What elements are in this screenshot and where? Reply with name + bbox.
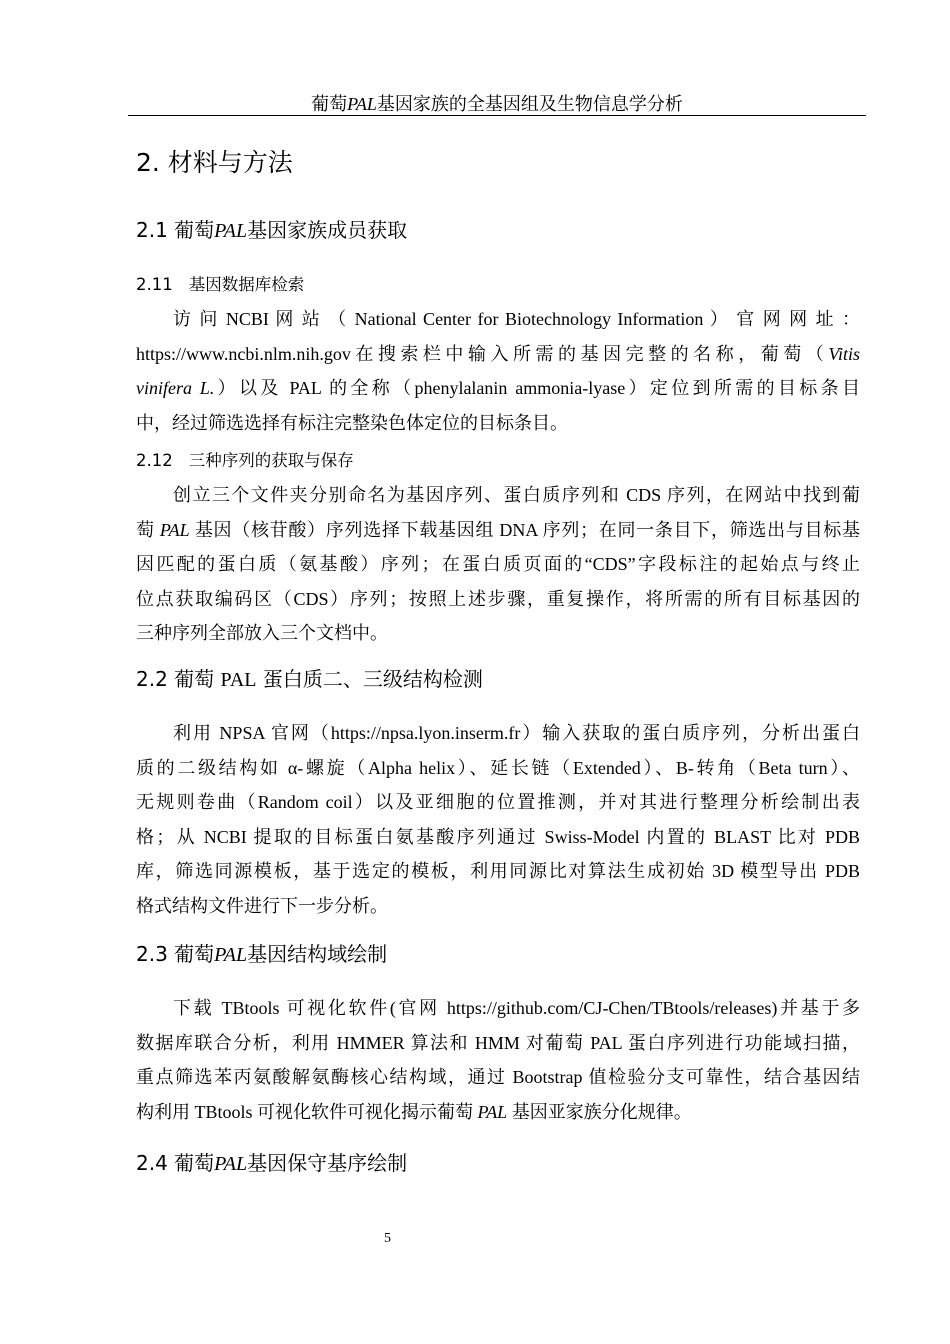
paragraph-line: 利用 NPSA 官网（https://npsa.lyon.inserm.fr）输入获取的蛋白质序列，分析出蛋白	[173, 723, 860, 743]
paragraph-line	[136, 1095, 860, 1130]
heading-text-post: 基因家族成员获取	[247, 218, 408, 242]
paragraph-line	[136, 371, 860, 406]
section-heading-2-1	[136, 216, 407, 245]
paragraph-line: 中，经过筛选选择有标注完整染色体定位的目标条目。	[136, 412, 568, 433]
paragraph-line: 库，筛选同源模板，基于选定的模板，利用同源比对算法生成初始 3D 模型导出 PDB	[136, 861, 860, 881]
heading-text-italic: PAL	[214, 944, 248, 966]
heading-text-pre: 葡萄	[174, 218, 215, 242]
header-title-post: 基因家族的全基因组及生物信息学分析	[376, 94, 683, 114]
line-text: https://www.ncbi.nlm.nih.gov 在 搜 索 栏 中 输 入 所 需 的 基 因 完 整 的 名 称 ， 葡 萄 （	[136, 343, 829, 364]
heading-text-italic: PAL	[214, 1153, 248, 1175]
gene-italic: PAL	[159, 519, 190, 540]
line-text: 基因亚家族分化规律。	[507, 1101, 692, 1122]
header-rule	[128, 115, 866, 116]
paragraph-line: 因匹配的蛋白质（氨基酸）序列；在蛋白质页面的“CDS”字段标注的起始点与终止	[136, 554, 860, 574]
heading-number: 2.4	[136, 1151, 175, 1175]
paragraph-line: 格式结构文件进行下一步分析。	[136, 895, 388, 916]
paragraph-line: 位点获取编码区（CDS）序列；按照上述步骤，重复操作，将所需的所有目标基因的	[136, 588, 860, 609]
paragraph-line: 下载 TBtools 可视化软件(官网 https://github.com/CJ-Chen/TBtools/releases)并基于多	[173, 998, 860, 1018]
paragraph-line: 创立三个文件夹分别命名为基因序列、蛋白质序列和 CDS 序列，在网站中找到葡	[173, 485, 860, 505]
line-text: 构利用 TBtools 可视化软件可视化揭示葡萄	[136, 1101, 478, 1122]
paragraph-line: 重点筛选苯丙氨酸解氨酶核心结构域，通过 Bootstrap 值检验分支可靠性，结合基因结	[136, 1067, 860, 1087]
heading-text-post: 基因结构域绘制	[247, 942, 388, 966]
line-text: 萄	[136, 519, 160, 540]
subsection-heading-2-12	[136, 449, 354, 473]
header-title-italic: PAL	[347, 94, 377, 114]
line-text: ）以及 PAL 的全称（phenylalanin ammonia-lyase）定位到所需的目标条目	[214, 378, 860, 398]
heading-text: 基因数据库检索	[188, 275, 305, 294]
section-heading-2-2	[136, 665, 483, 694]
paragraph-line	[136, 337, 860, 372]
subsection-heading-2-11	[136, 273, 304, 297]
species-italic: vinifera L.	[136, 378, 215, 398]
heading-number: 2.2	[136, 667, 175, 691]
section-heading-2-4	[136, 1149, 407, 1178]
running-header	[128, 92, 866, 116]
paragraph-2-3	[136, 991, 860, 1129]
paragraph-line: 格；从 NCBI 提取的目标蛋白氨基酸序列通过 Swiss-Model 内置的 BLAST 比对 PDB	[136, 826, 860, 847]
heading-number: 2.11	[136, 275, 173, 294]
heading-number: 2.1	[136, 218, 175, 242]
section-heading-2: 2. 材料与方法	[136, 148, 293, 177]
heading-text-pre: 葡萄	[174, 1151, 215, 1175]
paragraph-line: 质的二级结构如 α-螺旋（Alpha helix）、延长链（Extended）、B-转角（Beta turn）、	[136, 757, 860, 778]
heading-text-pre: 葡萄	[174, 942, 215, 966]
heading-number: 2.3	[136, 942, 175, 966]
heading-text-post: 基因保守基序绘制	[247, 1151, 408, 1175]
heading-number: 2.12	[136, 451, 173, 470]
paragraph-2-11	[136, 302, 860, 440]
section-heading-2-3	[136, 940, 387, 969]
heading-text: 三种序列的获取与保存	[188, 451, 354, 470]
species-italic: Vitis	[828, 343, 860, 364]
paragraph-line: 数据库联合分析，利用 HMMER 算法和 HMM 对葡萄 PAL 蛋白序列进行功能域扫描，	[136, 1032, 860, 1053]
heading-text-pre: 葡萄	[174, 667, 221, 691]
paragraph-2-2	[136, 716, 860, 923]
line-text: 基因（核苷酸）序列选择下载基因组 DNA 序列；在同一条目下，筛选出与目标基	[189, 519, 860, 540]
heading-text-latin: PAL	[220, 669, 257, 691]
paragraph-line: 无规则卷曲（Random coil）以及亚细胞的位置推测，并对其进行整理分析绘制出表	[136, 792, 860, 812]
paragraph-2-12	[136, 478, 860, 651]
header-title-pre: 葡萄	[311, 94, 348, 114]
paragraph-line: 访 问 NCBI 网 站 （ National Center for Biotechnology Information ） 官 网 网 址 ：	[173, 309, 860, 329]
page-number: 5	[384, 1231, 391, 1246]
paragraph-line: 三种序列全部放入三个文档中。	[136, 623, 388, 643]
paragraph-line	[136, 513, 860, 548]
heading-text-italic: PAL	[214, 220, 248, 242]
gene-italic: PAL	[477, 1101, 508, 1122]
heading-text-post: 蛋白质二、三级结构检测	[256, 667, 483, 691]
